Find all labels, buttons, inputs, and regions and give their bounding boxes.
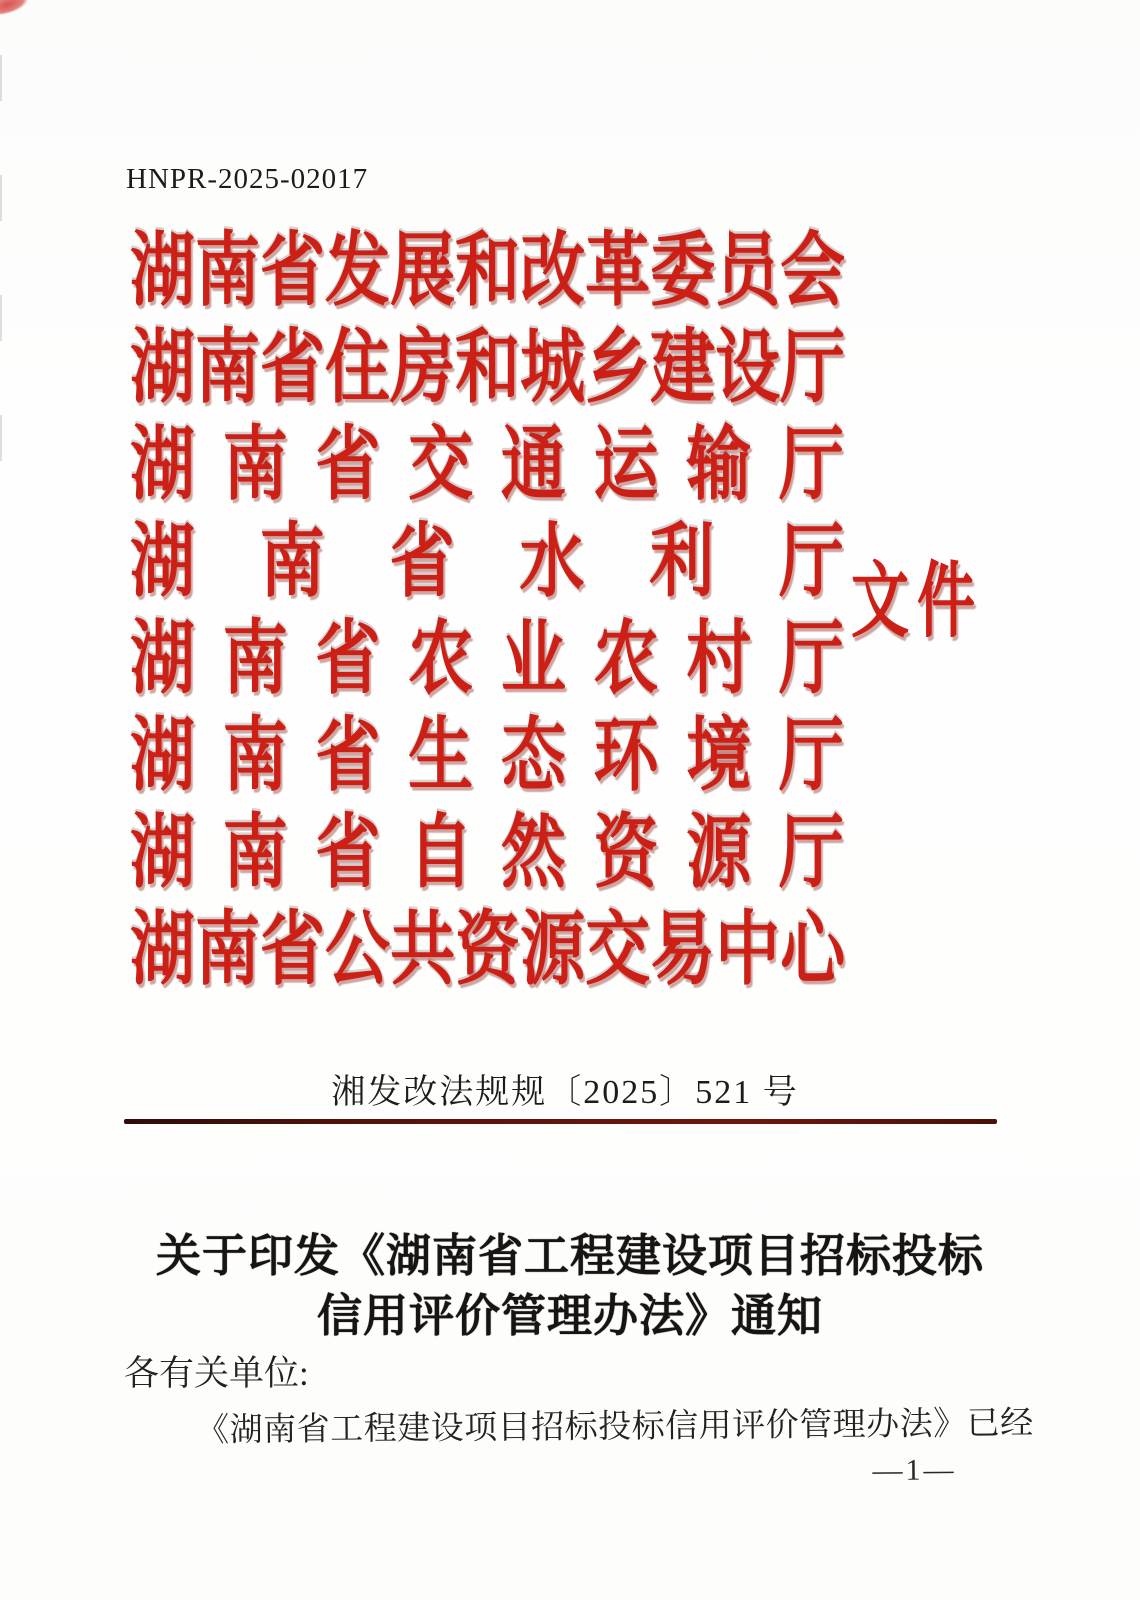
agency-line-ziranziyuanting (130, 806, 844, 903)
glyph: 城 (520, 324, 586, 414)
glyph: 自 (408, 809, 474, 899)
glyph: 省 (315, 712, 381, 802)
salutation: 各有关单位: (124, 1354, 309, 1393)
glyph: 员 (715, 227, 781, 317)
body-block (196, 1401, 1034, 1488)
glyph: 省 (389, 518, 455, 608)
glyph: 湖 (130, 809, 196, 899)
glyph: 南 (222, 421, 288, 511)
glyph: 展 (390, 227, 456, 317)
glyph: 南 (222, 615, 288, 705)
glyph: 环 (593, 712, 659, 802)
glyph: 省 (315, 809, 381, 899)
header-rule (124, 1119, 997, 1124)
glyph: 厅 (778, 712, 844, 802)
agency-line-jiaotongting (130, 418, 844, 515)
agency-line-shengtaiting (130, 709, 844, 806)
glyph: 村 (686, 615, 752, 705)
glyph: 湖 (130, 324, 196, 414)
glyph: 易 (650, 906, 716, 996)
glyph: 设 (715, 324, 781, 414)
glyph: 运 (593, 421, 659, 511)
agency-line-jiaoyizhongxin (130, 903, 844, 1000)
glyph: 心 (780, 906, 846, 996)
glyph: 乡 (585, 324, 651, 414)
agency-line-fagaiwei (130, 224, 844, 321)
glyph: 南 (195, 227, 261, 317)
glyph: 厅 (778, 615, 844, 705)
glyph: 南 (222, 809, 288, 899)
glyph: 厅 (778, 518, 844, 608)
glyph: 和 (455, 227, 521, 317)
glyph: 南 (222, 712, 288, 802)
scan-speck (0, 0, 30, 17)
page-number: —1— (872, 1453, 957, 1488)
glyph: 省 (260, 906, 326, 996)
glyph: 房 (390, 324, 456, 414)
notice-title-line2: 信用评价管理办法》通知 (316, 1291, 823, 1341)
glyph: 会 (780, 227, 846, 317)
glyph: 交 (408, 421, 474, 511)
glyph: 革 (585, 227, 651, 317)
agency-line-nongyeting (130, 612, 844, 709)
glyph: 交 (585, 906, 651, 996)
glyph: 然 (500, 809, 566, 899)
glyph: 省 (260, 227, 326, 317)
agency-line-zhujianting (130, 321, 844, 418)
glyph: 文 (851, 555, 910, 648)
glyph: 农 (408, 615, 474, 705)
glyph: 源 (520, 906, 586, 996)
glyph: 湖 (130, 615, 196, 705)
glyph: 南 (259, 518, 325, 608)
registration-code: HNPR-2025-02017 (126, 163, 369, 195)
glyph: 共 (390, 906, 456, 996)
agency-line-shuiliting (130, 515, 844, 612)
glyph: 南 (195, 324, 261, 414)
glyph: 资 (593, 809, 659, 899)
glyph: 厅 (780, 324, 846, 414)
glyph: 水 (519, 518, 585, 608)
glyph: 厅 (778, 421, 844, 511)
glyph: 件 (917, 555, 976, 648)
glyph: 输 (686, 421, 752, 511)
glyph: 湖 (130, 227, 196, 317)
glyph: 湖 (130, 518, 196, 608)
glyph: 业 (500, 615, 566, 705)
glyph: 厅 (778, 809, 844, 899)
agency-header-block (130, 224, 844, 1000)
notice-title-line1: 关于印发《湖南省工程建设项目招标投标 (155, 1231, 984, 1281)
glyph: 中 (715, 906, 781, 996)
glyph: 委 (650, 227, 716, 317)
glyph: 公 (325, 906, 391, 996)
glyph: 农 (593, 615, 659, 705)
notice-title (0, 1226, 1140, 1346)
glyph: 省 (260, 324, 326, 414)
glyph: 生 (408, 712, 474, 802)
glyph: 住 (325, 324, 391, 414)
scan-edge-artifact (0, 55, 2, 475)
document-number: 湘发改法规规〔2025〕521 号 (331, 1074, 799, 1111)
wenjian-label (851, 556, 975, 648)
glyph: 通 (500, 421, 566, 511)
glyph: 境 (686, 712, 752, 802)
body-first-line: 《湖南省工程建设项目招标投标信用评价管理办法》已经 (196, 1405, 1034, 1449)
glyph: 省 (315, 421, 381, 511)
glyph: 源 (686, 809, 752, 899)
glyph: 发 (325, 227, 391, 317)
glyph: 改 (520, 227, 586, 317)
glyph: 湖 (130, 421, 196, 511)
glyph: 南 (195, 906, 261, 996)
glyph: 利 (649, 518, 715, 608)
glyph: 省 (315, 615, 381, 705)
glyph: 资 (455, 906, 521, 996)
glyph: 湖 (130, 712, 196, 802)
glyph: 湖 (130, 906, 196, 996)
glyph: 态 (500, 712, 566, 802)
glyph: 和 (455, 324, 521, 414)
glyph: 建 (650, 324, 716, 414)
